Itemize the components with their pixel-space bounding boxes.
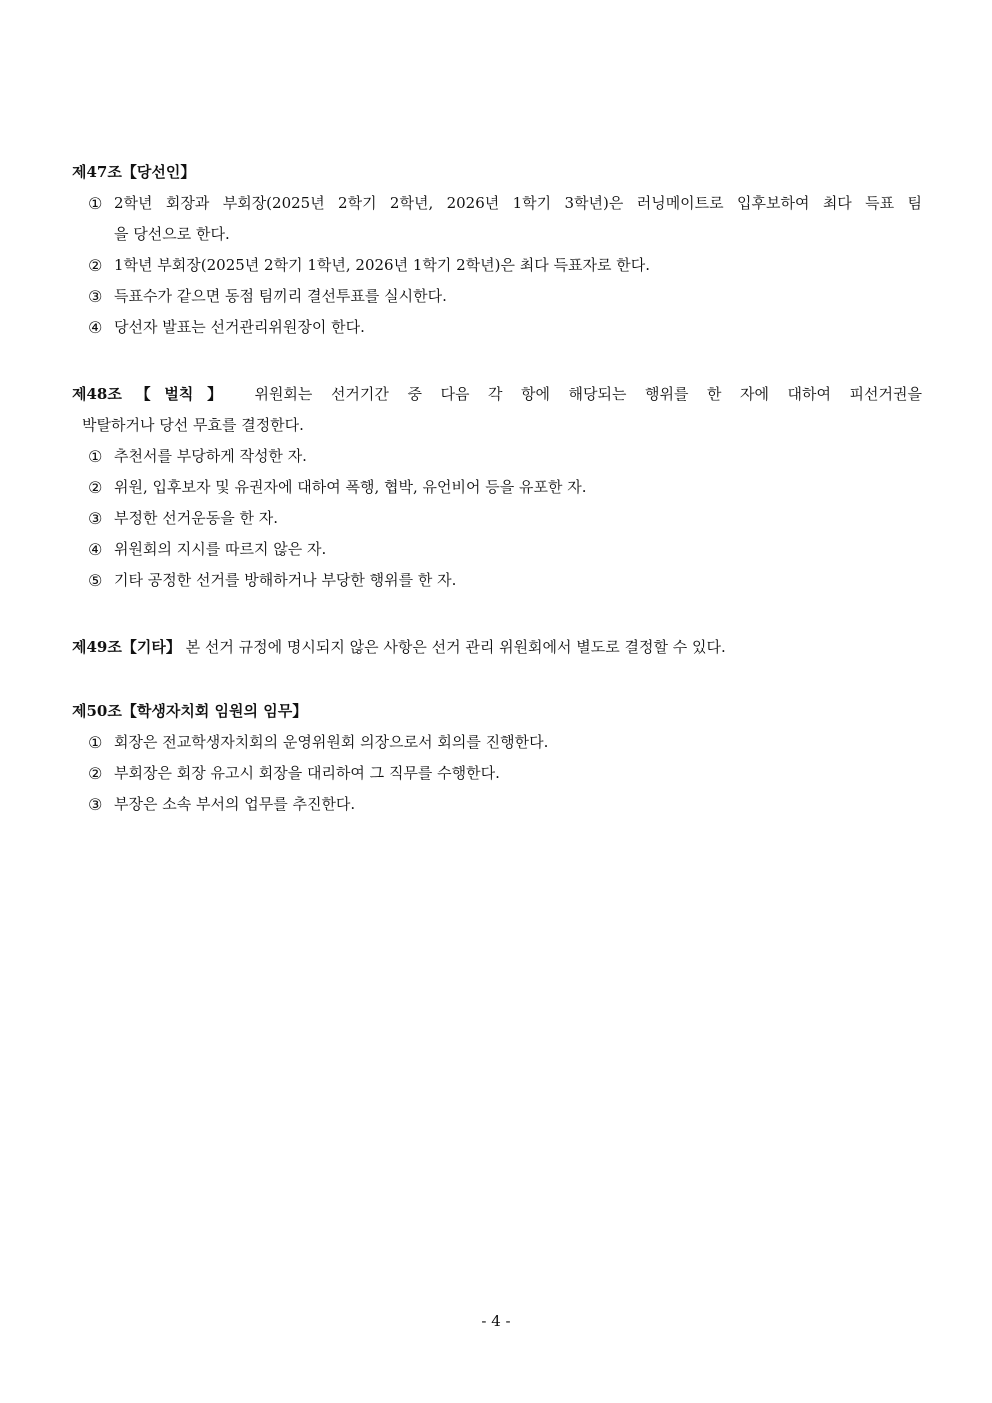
article-47 [72, 157, 922, 343]
list-item [72, 281, 922, 312]
list-item [72, 250, 922, 281]
item-text: 부장은 소속 부서의 업무를 추진한다. [114, 795, 356, 813]
list-item [72, 758, 922, 789]
list-item [72, 789, 922, 820]
list-item [72, 441, 922, 472]
item-number: ③ [88, 795, 103, 814]
list-item [72, 312, 922, 343]
item-text: 회장은 전교학생자치회의 운영위원회 의장으로서 회의를 진행한다. [114, 733, 549, 751]
list-item [72, 472, 922, 503]
item-text: 당선자 발표는 선거관리위원장이 한다. [114, 318, 365, 336]
article-50 [72, 696, 922, 820]
article-body: 본 선거 규정에 명시되지 않은 사항은 선거 관리 위원회에서 별도로 결정할 수 있다. [185, 638, 726, 656]
list-item [72, 534, 922, 565]
article-heading: 제48조【벌칙】 [72, 385, 236, 403]
article-body-line [72, 379, 922, 410]
item-text: 기타 공정한 선거를 방해하거나 부당한 행위를 한 자. [114, 571, 457, 589]
item-text: 부정한 선거운동을 한 자. [114, 509, 278, 527]
item-number: ③ [88, 287, 103, 306]
item-text: 부회장은 회장 유고시 회장을 대리하여 그 직무를 수행한다. [114, 764, 500, 782]
article-heading: 제50조【학생자치회 임원의 임무】 [72, 702, 308, 720]
article-body: 위원회는 선거기간 중 다음 각 항에 해당되는 행위를 한 자에 대하여 피선거권을 [254, 385, 922, 403]
item-number: ④ [88, 318, 103, 337]
article-heading: 제49조【기타】 [72, 638, 181, 656]
list-item [72, 727, 922, 758]
list-item [72, 188, 922, 250]
item-number: ① [88, 194, 103, 213]
item-number: ② [88, 764, 103, 783]
article-heading: 제47조【당선인】 [72, 163, 196, 181]
item-text: 위원회의 지시를 따르지 않은 자. [114, 540, 327, 558]
item-number: ⑤ [88, 571, 103, 590]
page-number: - 4 - [481, 1312, 511, 1330]
item-number: ② [88, 256, 103, 275]
article-heading-line [72, 157, 922, 188]
item-text: 위원, 입후보자 및 유권자에 대하여 폭행, 협박, 유언비어 등을 유포한 자. [114, 478, 587, 496]
item-number: ④ [88, 540, 103, 559]
item-text: 1학년 부회장(2025년 2학기 1학년, 2026년 1학기 2학년)은 최다 득표자로 한다. [114, 256, 650, 274]
item-number: ① [88, 733, 103, 752]
article-body-continuation: 박탈하거나 당선 무효를 결정한다. [82, 416, 304, 434]
article-heading-line [72, 696, 922, 727]
item-text: 득표수가 같으면 동점 팀끼리 결선투표를 실시한다. [114, 287, 447, 305]
item-text: 추천서를 부당하게 작성한 자. [114, 447, 307, 465]
article-heading-line [72, 632, 922, 663]
item-number: ③ [88, 509, 103, 528]
list-item [72, 565, 922, 596]
item-text-line: 2학년 회장과 부회장(2025년 2학기 2학년, 2026년 1학기 3학년)은 러닝메이트로 입후보하여 최다 득표 팀 [114, 194, 922, 212]
item-number: ① [88, 447, 103, 466]
item-number: ② [88, 478, 103, 497]
article-48 [72, 379, 922, 596]
item-text-line: 을 당선으로 한다. [114, 225, 230, 243]
article-49 [72, 632, 922, 663]
list-item [72, 503, 922, 534]
